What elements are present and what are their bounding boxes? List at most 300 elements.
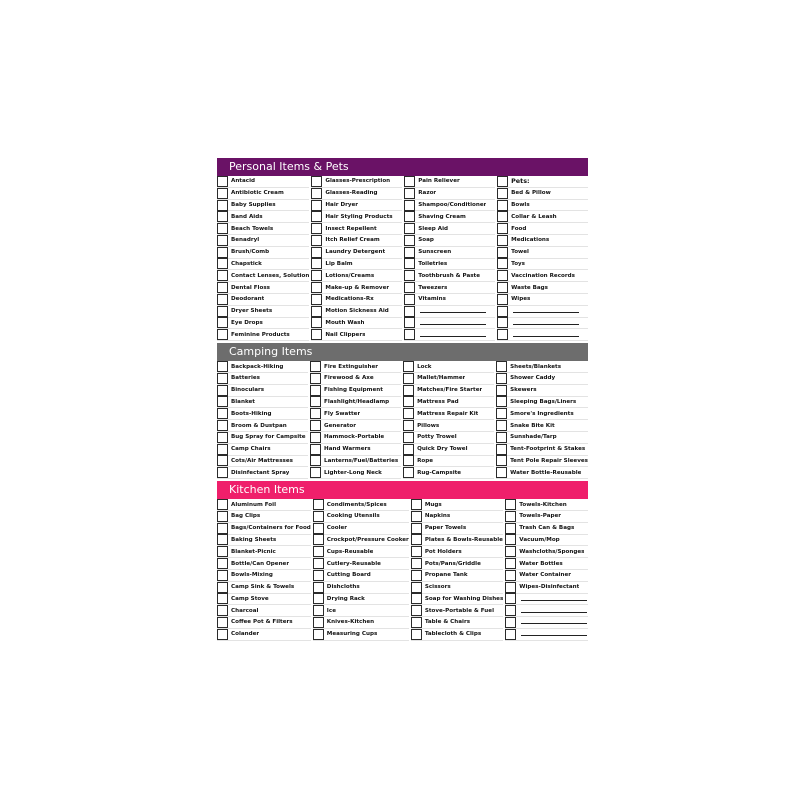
item-label: Sleeping Bags/Liners xyxy=(510,398,577,405)
blank-write-in-line[interactable] xyxy=(513,312,579,313)
checkbox[interactable] xyxy=(404,235,415,246)
checkbox[interactable] xyxy=(310,444,321,455)
checkbox[interactable] xyxy=(497,317,508,328)
item-label: Sleep Aid xyxy=(418,225,448,232)
checkbox[interactable] xyxy=(311,211,322,222)
checkbox[interactable] xyxy=(497,200,508,211)
checkbox[interactable] xyxy=(217,282,228,293)
item-label: Vacuum/Mop xyxy=(519,536,560,543)
item-label: Crockpot/Pressure Cooker xyxy=(326,536,409,543)
checkbox[interactable] xyxy=(496,467,507,478)
checkbox[interactable] xyxy=(411,558,422,569)
checkbox[interactable] xyxy=(403,467,414,478)
blank-write-in-line[interactable] xyxy=(521,623,587,624)
checkbox[interactable] xyxy=(411,534,422,545)
checklist-row xyxy=(311,259,402,271)
checklist-row xyxy=(497,200,588,212)
checklist-row xyxy=(496,420,588,432)
checkbox[interactable] xyxy=(403,385,414,396)
checkbox[interactable] xyxy=(505,593,516,604)
checkbox[interactable] xyxy=(217,420,228,431)
checkbox[interactable] xyxy=(217,329,228,340)
checkbox[interactable] xyxy=(310,420,321,431)
checkbox[interactable] xyxy=(497,247,508,258)
checkbox[interactable] xyxy=(497,223,508,234)
checkbox[interactable] xyxy=(310,408,321,419)
checkbox[interactable] xyxy=(411,629,422,640)
checklist-row xyxy=(217,499,311,511)
checklist-row xyxy=(311,270,402,282)
checkbox[interactable] xyxy=(217,617,228,628)
checkbox[interactable] xyxy=(313,546,324,557)
checklist-row xyxy=(310,373,401,385)
checkbox[interactable] xyxy=(404,200,415,211)
checklist-row xyxy=(217,188,309,200)
checkbox[interactable] xyxy=(217,499,228,510)
checkbox[interactable] xyxy=(313,629,324,640)
checkbox[interactable] xyxy=(411,570,422,581)
checkbox[interactable] xyxy=(311,188,322,199)
checkbox[interactable] xyxy=(505,511,516,522)
checkbox[interactable] xyxy=(403,361,414,372)
checkbox[interactable] xyxy=(217,176,228,187)
section-kitchen xyxy=(217,499,588,641)
checkbox[interactable] xyxy=(404,258,415,269)
checkbox[interactable] xyxy=(311,329,322,340)
item-label: Pain Reliever xyxy=(418,178,460,185)
checkbox[interactable] xyxy=(217,247,228,258)
item-label: Camp Chairs xyxy=(231,446,271,453)
checkbox[interactable] xyxy=(496,408,507,419)
item-label: Shower Caddy xyxy=(510,375,556,382)
item-label: Aluminum Foil xyxy=(231,501,276,508)
checkbox[interactable] xyxy=(313,511,324,522)
checklist-row xyxy=(217,259,309,271)
checkbox[interactable] xyxy=(411,499,422,510)
checklist-row xyxy=(404,211,495,223)
kitchen-column-1 xyxy=(217,499,311,641)
checkbox[interactable] xyxy=(217,582,228,593)
checkbox[interactable] xyxy=(404,329,415,340)
item-label: Boots-Hiking xyxy=(231,410,272,417)
checkbox[interactable] xyxy=(217,385,228,396)
checkbox[interactable] xyxy=(497,188,508,199)
checklist-row xyxy=(505,594,588,606)
item-label: Collar & Leash xyxy=(511,213,557,220)
checklist-row xyxy=(310,432,401,444)
item-label: Fishing Equipment xyxy=(324,387,383,394)
item-label: Generator xyxy=(324,422,357,429)
checklist-row xyxy=(217,306,309,318)
checklist-row xyxy=(311,282,402,294)
checklist-row xyxy=(497,211,588,223)
item-label: Dryer Sheets xyxy=(231,308,273,315)
checklist-row xyxy=(311,318,402,330)
checklist-row xyxy=(217,318,309,330)
checkbox[interactable] xyxy=(505,605,516,616)
checkbox[interactable] xyxy=(310,361,321,372)
item-label: Medications-Rx xyxy=(325,296,374,303)
checkbox[interactable] xyxy=(217,294,228,305)
item-label: Washcloths/Sponges xyxy=(519,548,585,555)
checkbox[interactable] xyxy=(497,270,508,281)
checkbox[interactable] xyxy=(311,235,322,246)
checklist-row xyxy=(403,456,494,468)
checkbox[interactable] xyxy=(403,455,414,466)
checklist-row xyxy=(505,535,588,547)
item-label: Hair Styling Products xyxy=(325,213,393,220)
checkbox[interactable] xyxy=(217,396,228,407)
checkbox[interactable] xyxy=(497,306,508,317)
checklist-row xyxy=(497,259,588,271)
checklist-row xyxy=(411,523,503,535)
checkbox[interactable] xyxy=(496,455,507,466)
blank-write-in-line[interactable] xyxy=(420,312,486,313)
item-label: Drying Rack xyxy=(326,595,365,602)
item-label: Razor xyxy=(418,190,437,197)
checkbox[interactable] xyxy=(311,317,322,328)
checklist-row xyxy=(403,467,494,479)
checklist-row xyxy=(313,605,409,617)
item-label: Condiments/Spices xyxy=(326,501,387,508)
checklist-row xyxy=(411,594,503,606)
item-label: Nail Clippers xyxy=(325,331,366,338)
checkbox[interactable] xyxy=(217,523,228,534)
checkbox[interactable] xyxy=(505,546,516,557)
checkbox[interactable] xyxy=(404,306,415,317)
kitchen-column-4 xyxy=(505,499,588,641)
checkbox[interactable] xyxy=(311,306,322,317)
checklist-row xyxy=(497,247,588,259)
checkbox[interactable] xyxy=(505,582,516,593)
checkbox[interactable] xyxy=(411,605,422,616)
checklist-row xyxy=(217,385,308,397)
checkbox[interactable] xyxy=(217,317,228,328)
item-label: Tent-Footprint & Stakes xyxy=(510,446,586,453)
checkbox[interactable] xyxy=(310,385,321,396)
checkbox[interactable] xyxy=(217,361,228,372)
checkbox[interactable] xyxy=(311,176,322,187)
pets-heading: Pets: xyxy=(511,177,530,186)
checkbox[interactable] xyxy=(404,317,415,328)
checkbox[interactable] xyxy=(310,455,321,466)
checkbox[interactable] xyxy=(404,211,415,222)
checkbox[interactable] xyxy=(217,467,228,478)
checkbox[interactable] xyxy=(403,420,414,431)
item-label: Glasses-Prescription xyxy=(325,178,391,185)
checkbox[interactable] xyxy=(411,523,422,534)
checkbox[interactable] xyxy=(310,467,321,478)
checkbox[interactable] xyxy=(217,432,228,443)
checkbox[interactable] xyxy=(505,570,516,581)
checklist-row xyxy=(496,361,588,373)
checklist-row xyxy=(404,200,495,212)
checklist-row xyxy=(496,444,588,456)
checkbox[interactable] xyxy=(404,176,415,187)
checkbox[interactable] xyxy=(217,511,228,522)
item-label: Pillows xyxy=(417,422,440,429)
checklist-row xyxy=(217,629,311,641)
checkbox[interactable] xyxy=(217,455,228,466)
checkbox[interactable] xyxy=(311,282,322,293)
item-label: Toothbrush & Paste xyxy=(418,272,481,279)
item-label: Matches/Fire Starter xyxy=(417,387,483,394)
checklist-row xyxy=(311,188,402,200)
checkbox[interactable] xyxy=(403,373,414,384)
checkbox[interactable] xyxy=(505,617,516,628)
item-label: Lanterns/Fuel/Batteries xyxy=(324,457,399,464)
checkbox[interactable] xyxy=(217,593,228,604)
item-label: Cutlery-Reusable xyxy=(326,560,381,567)
checkbox[interactable] xyxy=(505,534,516,545)
checkbox[interactable] xyxy=(311,270,322,281)
checklist-row xyxy=(404,188,495,200)
section-header-kitchen: Kitchen Items xyxy=(217,481,588,499)
item-label: Firewood & Axe xyxy=(324,375,374,382)
checkbox[interactable] xyxy=(404,282,415,293)
checkbox[interactable] xyxy=(404,294,415,305)
checkbox[interactable] xyxy=(496,385,507,396)
checklist-row xyxy=(411,605,503,617)
checklist-row xyxy=(496,432,588,444)
personal-column-2 xyxy=(311,176,402,341)
item-label: Fly Swatter xyxy=(324,410,361,417)
checkbox[interactable] xyxy=(505,558,516,569)
checkbox[interactable] xyxy=(217,270,228,281)
item-label: Camp Sink & Towels xyxy=(231,584,295,591)
checkbox[interactable] xyxy=(313,582,324,593)
item-label: Deodorant xyxy=(231,296,265,303)
checkbox[interactable] xyxy=(496,432,507,443)
checkbox[interactable] xyxy=(505,499,516,510)
checkbox[interactable] xyxy=(404,223,415,234)
item-label: Paper Towels xyxy=(424,525,467,532)
item-label: Medications xyxy=(511,237,550,244)
section-camping xyxy=(217,361,588,479)
blank-write-in-line[interactable] xyxy=(420,324,486,325)
checkbox[interactable] xyxy=(217,223,228,234)
checklist-row xyxy=(497,306,588,318)
item-label: Shaving Cream xyxy=(418,213,466,220)
item-label: Flashlight/Headlamp xyxy=(324,398,390,405)
checkbox[interactable] xyxy=(311,247,322,258)
item-label: Towels-Kitchen xyxy=(519,501,567,508)
checklist-row xyxy=(411,499,503,511)
checkbox[interactable] xyxy=(313,558,324,569)
checkbox[interactable] xyxy=(217,211,228,222)
blank-write-in-line[interactable] xyxy=(513,336,579,337)
blank-write-in-line[interactable] xyxy=(521,600,587,601)
checkbox[interactable] xyxy=(313,605,324,616)
item-label: Cooking Utensils xyxy=(326,513,380,520)
checklist-row xyxy=(404,282,495,294)
item-label: Table & Chairs xyxy=(424,619,471,626)
item-label: Camp Stove xyxy=(231,595,269,602)
checklist-row xyxy=(403,432,494,444)
checkbox[interactable] xyxy=(403,432,414,443)
checklist-row xyxy=(311,223,402,235)
item-label: Food xyxy=(511,225,527,232)
checklist-row xyxy=(505,546,588,558)
item-label: Antacid xyxy=(231,178,255,185)
checklist-row xyxy=(310,420,401,432)
item-label: Soap xyxy=(418,237,434,244)
item-label: Backpack-Hiking xyxy=(231,363,284,370)
checklist-row xyxy=(311,306,402,318)
item-label: Baby Supplies xyxy=(231,201,276,208)
checkbox[interactable] xyxy=(496,444,507,455)
checklist-row xyxy=(403,420,494,432)
checkbox[interactable] xyxy=(497,176,508,187)
checkbox[interactable] xyxy=(313,570,324,581)
checkbox[interactable] xyxy=(217,408,228,419)
item-label: Brush/Comb xyxy=(231,249,270,256)
checkbox[interactable] xyxy=(313,534,324,545)
checklist-row xyxy=(497,223,588,235)
blank-write-in-line[interactable] xyxy=(521,635,587,636)
item-label: Bug Spray for Campsite xyxy=(231,434,306,441)
checklist-row xyxy=(217,456,308,468)
checkbox[interactable] xyxy=(217,570,228,581)
checkbox[interactable] xyxy=(404,270,415,281)
checkbox[interactable] xyxy=(496,373,507,384)
checkbox[interactable] xyxy=(217,444,228,455)
item-label: Napkins xyxy=(424,513,451,520)
checklist-row xyxy=(403,408,494,420)
checklist-row xyxy=(217,282,309,294)
checkbox[interactable] xyxy=(497,211,508,222)
checkbox[interactable] xyxy=(217,235,228,246)
checkbox[interactable] xyxy=(313,499,324,510)
kitchen-column-2 xyxy=(313,499,409,641)
section-personal xyxy=(217,176,588,341)
checkbox[interactable] xyxy=(310,432,321,443)
checklist-row xyxy=(505,570,588,582)
checklist-row xyxy=(313,617,409,629)
checkbox[interactable] xyxy=(411,582,422,593)
checkbox[interactable] xyxy=(496,396,507,407)
checkbox[interactable] xyxy=(217,605,228,616)
item-label: Motion Sickness Aid xyxy=(325,308,389,315)
item-label: Broom & Dustpan xyxy=(231,422,287,429)
checkbox[interactable] xyxy=(403,408,414,419)
checklist-row xyxy=(313,582,409,594)
checklist-row xyxy=(217,247,309,259)
blank-write-in-line[interactable] xyxy=(420,336,486,337)
checklist-row xyxy=(496,408,588,420)
checklist-row xyxy=(411,535,503,547)
checkbox[interactable] xyxy=(217,558,228,569)
checkbox[interactable] xyxy=(310,373,321,384)
checkbox[interactable] xyxy=(497,258,508,269)
checklist-row xyxy=(311,176,402,188)
item-label: Pots/Pans/Griddle xyxy=(424,560,481,567)
item-label: Glasses-Reading xyxy=(325,190,378,197)
checklist-row xyxy=(496,397,588,409)
item-label: Itch Relief Cream xyxy=(325,237,380,244)
checklist-row xyxy=(505,617,588,629)
checklist-row xyxy=(217,200,309,212)
checkbox[interactable] xyxy=(505,523,516,534)
checklist-row xyxy=(505,523,588,535)
item-label: Colander xyxy=(231,631,260,638)
checkbox[interactable] xyxy=(404,188,415,199)
checklist-row xyxy=(403,361,494,373)
checkbox[interactable] xyxy=(217,188,228,199)
checklist-row xyxy=(217,235,309,247)
checklist-row xyxy=(404,223,495,235)
checkbox[interactable] xyxy=(311,258,322,269)
item-label: Bowls xyxy=(511,201,530,208)
checklist-row xyxy=(404,247,495,259)
checklist-row xyxy=(313,499,409,511)
checklist-row xyxy=(217,617,311,629)
checkbox[interactable] xyxy=(411,593,422,604)
checkbox[interactable] xyxy=(311,223,322,234)
item-label: Pot Holders xyxy=(424,548,462,555)
checkbox[interactable] xyxy=(311,294,322,305)
checkbox[interactable] xyxy=(217,534,228,545)
section-header-personal: Personal Items & Pets xyxy=(217,158,588,176)
checklist-row xyxy=(311,294,402,306)
blank-write-in-line[interactable] xyxy=(513,324,579,325)
checkbox[interactable] xyxy=(411,511,422,522)
checkbox[interactable] xyxy=(411,546,422,557)
checkbox[interactable] xyxy=(313,617,324,628)
checkbox[interactable] xyxy=(403,396,414,407)
checklist-row xyxy=(313,546,409,558)
checklist-row xyxy=(497,188,588,200)
item-label: Bottle/Can Opener xyxy=(231,560,290,567)
checkbox[interactable] xyxy=(411,617,422,628)
checkbox[interactable] xyxy=(497,329,508,340)
checkbox[interactable] xyxy=(403,444,414,455)
checklist-row xyxy=(217,570,311,582)
checkbox[interactable] xyxy=(217,546,228,557)
checklist-row xyxy=(313,535,409,547)
item-label: Lighter-Long Neck xyxy=(324,469,382,476)
checklist-row xyxy=(497,270,588,282)
checkbox[interactable] xyxy=(313,523,324,534)
item-label: Tent Pole Repair Sleeves xyxy=(510,457,588,464)
checklist-row xyxy=(404,318,495,330)
checklist-row xyxy=(217,408,308,420)
checklist-row xyxy=(311,329,402,341)
checkbox[interactable] xyxy=(313,593,324,604)
checkbox[interactable] xyxy=(217,373,228,384)
checkbox[interactable] xyxy=(217,258,228,269)
checkbox[interactable] xyxy=(217,200,228,211)
checkbox[interactable] xyxy=(496,420,507,431)
checkbox[interactable] xyxy=(497,294,508,305)
item-label: Soap for Washing Dishes xyxy=(424,595,504,602)
checkbox[interactable] xyxy=(217,629,228,640)
checkbox[interactable] xyxy=(311,200,322,211)
checkbox[interactable] xyxy=(217,306,228,317)
checkbox[interactable] xyxy=(404,247,415,258)
checkbox[interactable] xyxy=(497,235,508,246)
checkbox[interactable] xyxy=(497,282,508,293)
item-label: Mouth Wash xyxy=(325,319,365,326)
item-label: Hair Dryer xyxy=(325,201,359,208)
checkbox[interactable] xyxy=(505,629,516,640)
blank-write-in-line[interactable] xyxy=(521,612,587,613)
item-label: Charcoal xyxy=(231,607,259,614)
checkbox[interactable] xyxy=(496,361,507,372)
personal-column-3 xyxy=(404,176,495,341)
checkbox[interactable] xyxy=(310,396,321,407)
item-label: Tablecloth & Clips xyxy=(424,631,482,638)
